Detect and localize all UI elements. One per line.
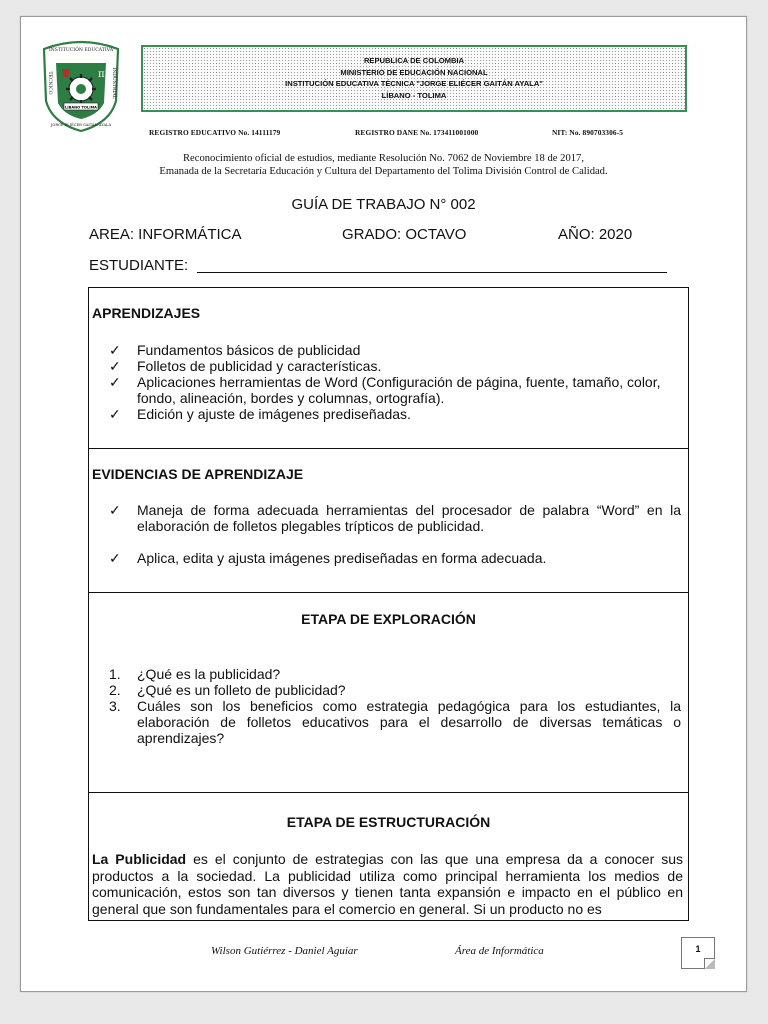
registro-educativo: REGISTRO EDUCATIVO No. 14111179 (149, 128, 281, 137)
document-page (20, 16, 747, 992)
recognition-line-1: Reconocimiento oficial de estudios, mediante Resolución No. 7062 de Noviembre 18 de 2017, (182, 153, 584, 164)
list-item: ✓ Aplica, edita y ajusta imágenes prediseñadas en forma adecuada. (109, 550, 547, 566)
guide-title: GUÍA DE TRABAJO N° 002 (291, 196, 476, 213)
check-mark-icon: ✓ (109, 342, 121, 358)
banner-line-3: INSTITUCIÓN EDUCATIVA TÉCNICA "JORGE ELIÉCER GAITÁN AYALA" (285, 79, 543, 88)
area-label: AREA: INFORMÁTICA (89, 226, 242, 243)
banner-line-4: LÍBANO - TOLIMA (381, 90, 447, 100)
student-label: ESTUDIANTE: (89, 257, 189, 274)
institution-banner (141, 45, 687, 112)
page-curl-icon (704, 958, 715, 969)
list-item: ✓ Folletos de publicidad y características. (109, 358, 382, 374)
content-table (88, 287, 689, 921)
evidencias-section (89, 449, 688, 593)
estructuracion-section (89, 793, 688, 920)
banner-line-1: REPUBLICA DE COLOMBIA (363, 56, 465, 65)
evidencias-list (109, 502, 681, 566)
svg-text:LÍBANO TOLIMA: LÍBANO TOLIMA (65, 105, 97, 110)
term-publicidad: La Publicidad (92, 851, 187, 867)
school-crest-logo (40, 39, 122, 133)
footer-area: Área de Informática (455, 945, 544, 957)
list-item: 1. ¿Qué es la publicidad? (109, 666, 281, 682)
check-mark-icon: ✓ (109, 502, 121, 518)
aprendizajes-list (109, 342, 681, 422)
evidencias-title: EVIDENCIAS DE APRENDIZAJE (92, 466, 304, 482)
year-label: AÑO: 2020 (558, 226, 633, 243)
registro-dane: REGISTRO DANE No. 173411001000 (355, 128, 479, 137)
exploracion-list (109, 666, 681, 746)
aprendizajes-section (89, 288, 688, 449)
exploracion-section (89, 593, 688, 793)
banner-line-2: MINISTERIO DE EDUCACIÓN NACIONAL (340, 67, 488, 77)
check-mark-icon: ✓ (109, 406, 121, 422)
footer-authors: Wilson Gutiérrez - Daniel Aguiar (211, 945, 358, 957)
svg-text:TÉCNICO: TÉCNICO (47, 71, 52, 95)
aprendizajes-title: APRENDIZAJES (92, 305, 201, 321)
list-item: ✓ Aplicaciones herramientas de Word (Configuración de página, fuente, tamaño, color, fondo, alineación, bordes y columnas, ortografía). (109, 374, 661, 406)
svg-text:π: π (98, 69, 105, 80)
check-mark-icon: ✓ (109, 550, 121, 566)
estructuracion-paragraph: La Publicidad es el conjunto de estrategias con las que una empresa da a conocer sus productos a la sociedad. La publicidad utiliza como principal herramienta los medios de comunicación, estos son tan diversos y tienen tanta expansión e impacto en el público en general que son fundamentales para el comercio en general. Si un producto no es (92, 851, 684, 917)
list-item: ✓ Edición y ajuste de imágenes prediseñadas. (109, 406, 411, 422)
grade-label: GRADO: OCTAVO (342, 226, 467, 243)
list-item: ✓ Maneja de forma adecuada herramientas del procesador de palabra “Word” en la elaboración de folletos plegables trípticos de publicidad. (109, 502, 681, 534)
nit-number: NIT: No. 890703306-5 (552, 128, 624, 137)
check-mark-icon: ✓ (109, 374, 121, 390)
page-number: 1 (681, 937, 715, 969)
list-item: 3. Cuáles son los beneficios como estrategia pedagógica para los estudiantes, la elaboración de folletos educativos para el desarrollo de diversas temáticas o aprendizajes? (109, 698, 681, 746)
svg-text:INSTITUCIÓN EDUCATIVA: INSTITUCIÓN EDUCATIVA (48, 48, 114, 53)
recognition-line-2: Emanada de la Secretaría Educación y Cultura del Departamento del Tolima División Control de Calidad. (159, 166, 608, 177)
svg-text:INDUSTRIAL: INDUSTRIAL (111, 67, 116, 99)
exploracion-title: ETAPA DE EXPLORACIÓN (301, 611, 476, 627)
estructuracion-title: ETAPA DE ESTRUCTURACIÓN (286, 814, 491, 830)
student-name-blank[interactable] (197, 272, 667, 273)
check-mark-icon: ✓ (109, 358, 121, 374)
list-item: 2. ¿Qué es un folleto de publicidad? (109, 682, 346, 698)
list-item: ✓ Fundamentos básicos de publicidad (109, 342, 361, 358)
svg-text:JORGE ELIÉCER GAITÁN AYALA: JORGE ELIÉCER GAITÁN AYALA (50, 123, 112, 127)
